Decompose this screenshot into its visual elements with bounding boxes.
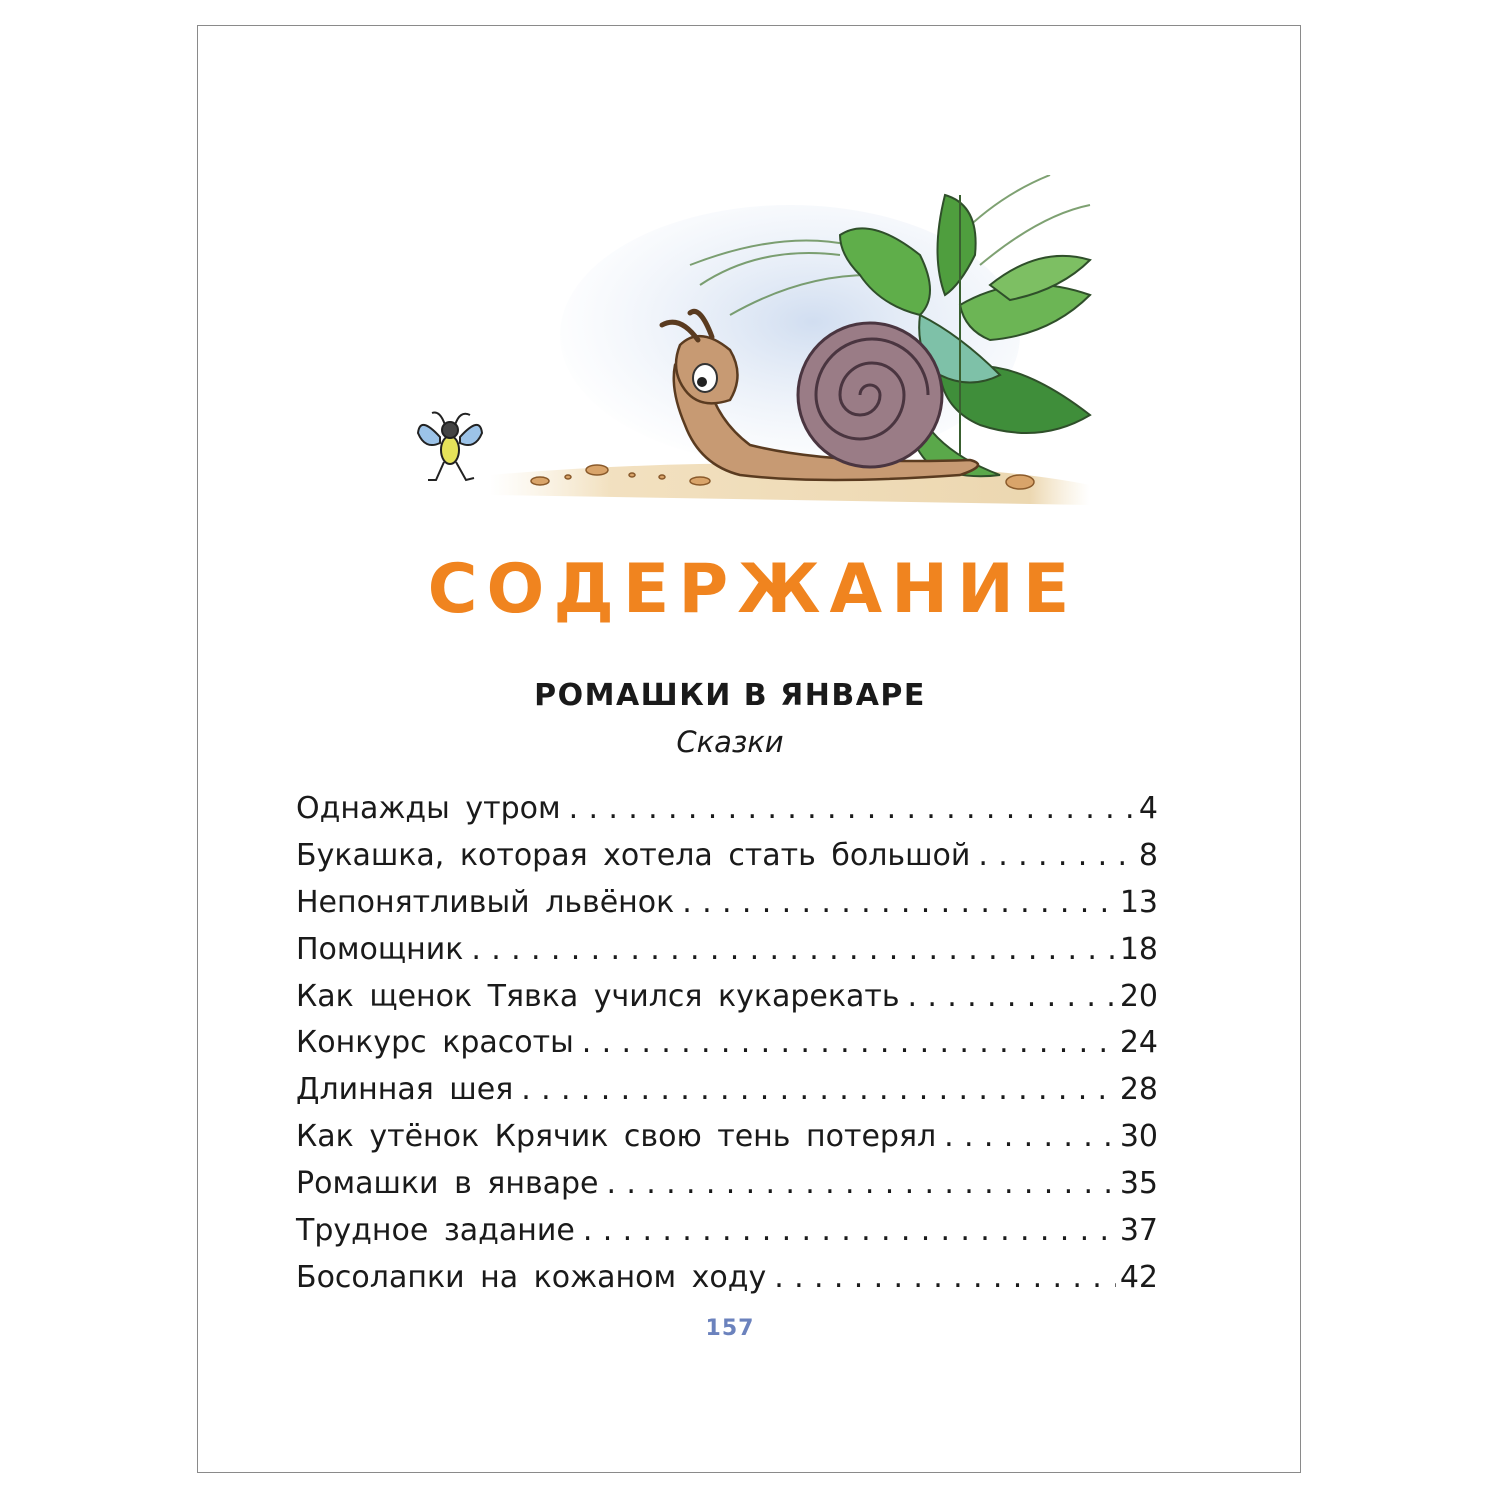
toc-entry-page: 4 xyxy=(1138,791,1158,826)
toc-entry[interactable] xyxy=(296,974,1158,1021)
toc-entry-page: 35 xyxy=(1119,1166,1158,1202)
dot-leader xyxy=(682,880,1116,926)
toc-entry[interactable] xyxy=(296,927,1158,974)
toc-entry-page: 30 xyxy=(1119,1119,1158,1155)
dot-leader xyxy=(774,1255,1116,1301)
toc-entry[interactable] xyxy=(296,1255,1158,1302)
dot-leader xyxy=(471,927,1115,973)
toc-entry-page: 42 xyxy=(1119,1259,1158,1295)
toc-entry[interactable] xyxy=(296,1161,1158,1208)
dot-leader xyxy=(583,1208,1116,1254)
toc-entry-title: Букашка, которая хотела стать большой xyxy=(296,837,971,873)
book-subtitle: Сказки xyxy=(676,725,784,759)
toc-entry-page: 8 xyxy=(1138,837,1158,873)
toc-entry[interactable] xyxy=(296,786,1158,833)
toc-entry[interactable] xyxy=(296,880,1158,927)
toc-entry-title: Однажды утром xyxy=(296,791,561,826)
toc-entry-page: 24 xyxy=(1119,1025,1158,1061)
toc-entry-page: 28 xyxy=(1119,1072,1158,1108)
toc-entry-page: 13 xyxy=(1119,884,1158,920)
toc-entry-title: Помощник xyxy=(296,931,464,967)
dot-leader xyxy=(521,1067,1116,1113)
dot-leader xyxy=(569,786,1135,832)
page-title: СОДЕРЖАНИЕ xyxy=(427,550,1079,629)
toc-entry-title: Непонятливый львёнок xyxy=(296,884,675,920)
dot-leader xyxy=(607,1161,1116,1207)
dot-leader xyxy=(908,974,1116,1020)
toc-entry-title: Как утёнок Крячик свою тень потерял xyxy=(296,1119,937,1155)
book-title: РОМАШКИ В ЯНВАРЕ xyxy=(534,678,926,713)
toc-entry-title: Ромашки в январе xyxy=(296,1166,599,1202)
toc-entry-title: Трудное задание xyxy=(296,1213,575,1249)
snail-illustration xyxy=(400,175,1120,515)
toc-entry[interactable] xyxy=(296,833,1158,880)
toc-entry-page: 37 xyxy=(1119,1213,1158,1249)
toc-entry[interactable] xyxy=(296,1020,1158,1067)
toc-entry-title: Конкурс красоты xyxy=(296,1025,574,1061)
toc-entry-page: 18 xyxy=(1119,931,1158,967)
dot-leader xyxy=(944,1114,1116,1160)
toc-entry-title: Как щенок Тявка учился кукарекать xyxy=(296,978,900,1014)
toc-entry-title: Длинная шея xyxy=(296,1072,514,1108)
toc-entry-title: Босолапки на кожаном ходу xyxy=(296,1259,767,1295)
table-of-contents xyxy=(296,786,1158,1302)
bug-icon xyxy=(418,413,482,481)
dot-leader xyxy=(978,833,1135,879)
toc-entry[interactable] xyxy=(296,1067,1158,1114)
page-number: 157 xyxy=(705,1316,755,1341)
toc-entry-page: 20 xyxy=(1119,978,1158,1014)
toc-entry[interactable] xyxy=(296,1208,1158,1255)
dot-leader xyxy=(582,1020,1116,1066)
toc-entry[interactable] xyxy=(296,1114,1158,1161)
